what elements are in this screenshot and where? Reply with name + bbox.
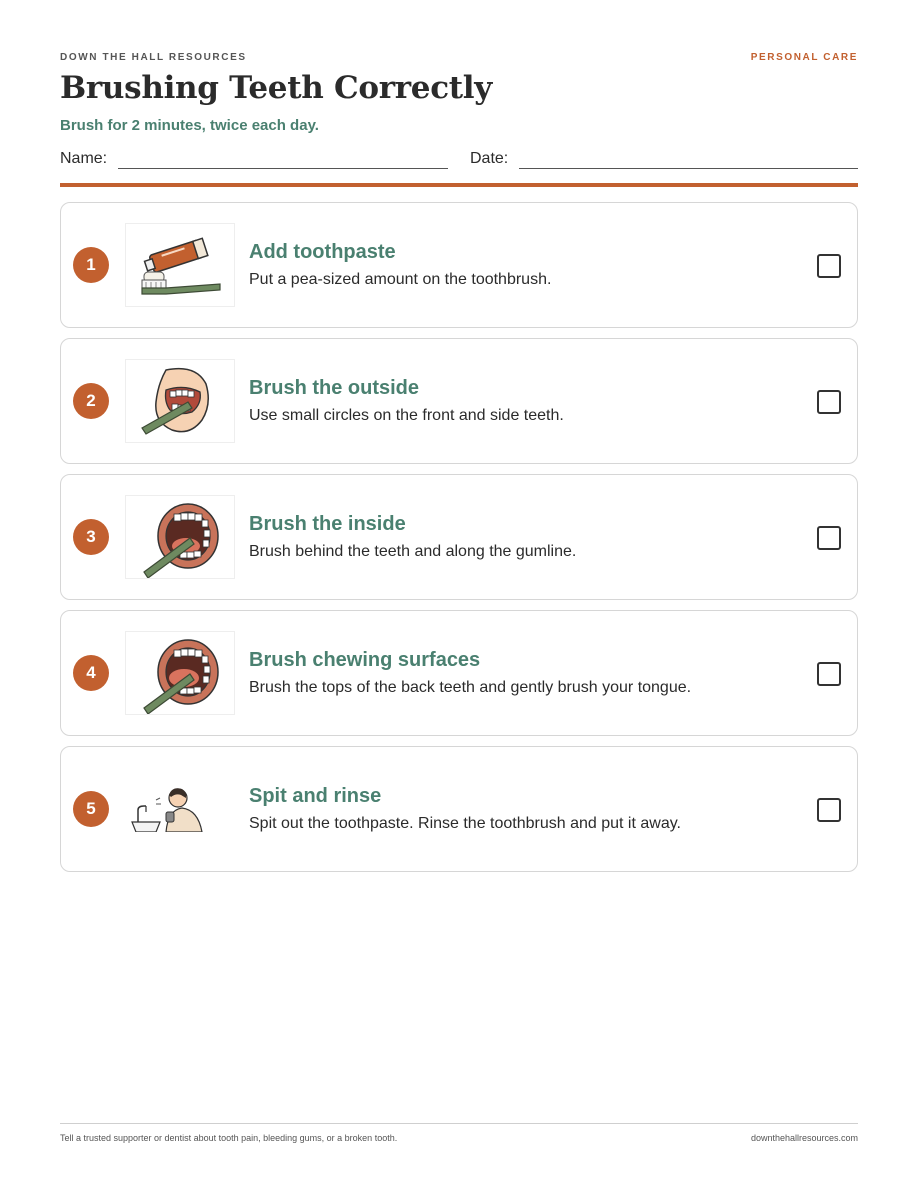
- brushing-outside-icon: [125, 359, 235, 443]
- name-label: Name:: [60, 150, 108, 167]
- step-checkbox[interactable]: [817, 254, 841, 278]
- toothpaste-icon: [125, 223, 235, 307]
- step-title: Brush chewing surfaces: [249, 649, 481, 671]
- step-card: [60, 610, 858, 736]
- step-checkbox[interactable]: [817, 662, 841, 686]
- footer-website: downthehallresources.com: [750, 1133, 858, 1143]
- step-title: Spit and rinse: [249, 785, 382, 807]
- footer-note: Tell a trusted supporter or dentist about tooth pain, bleeding gums, or a broken tooth.: [60, 1133, 398, 1143]
- date-label: Date:: [470, 150, 509, 167]
- step-checkbox[interactable]: [817, 798, 841, 822]
- page-title: Brushing Teeth Correctly: [60, 70, 492, 106]
- step-card: [60, 338, 858, 464]
- step-description: Put a pea-sized amount on the toothbrush.: [249, 271, 552, 288]
- step-card: [60, 474, 858, 600]
- name-date-fields: [60, 150, 858, 172]
- step-number-badge: 4: [73, 655, 109, 691]
- step-checkbox[interactable]: [817, 390, 841, 414]
- step-title: Add toothpaste: [249, 241, 396, 263]
- step-title: Brush the outside: [249, 377, 420, 399]
- category-label: PERSONAL CARE: [750, 52, 858, 63]
- step-number-badge: 5: [73, 791, 109, 827]
- spit-rinse-icon: [125, 785, 235, 833]
- step-number-badge: 3: [73, 519, 109, 555]
- brand-name: DOWN THE HALL RESOURCES: [60, 52, 247, 63]
- step-description: Spit out the toothpaste. Rinse the toothbrush and put it away.: [249, 815, 681, 832]
- brushing-chewing-icon: [125, 631, 235, 715]
- brushing-inside-icon: [125, 495, 235, 579]
- page-subtitle: Brush for 2 minutes, twice each day.: [60, 117, 319, 134]
- step-description: Brush behind the teeth and along the gumline.: [249, 543, 577, 560]
- step-number-badge: 2: [73, 383, 109, 419]
- step-checkbox[interactable]: [817, 526, 841, 550]
- step-title: Brush the inside: [249, 513, 406, 535]
- step-card: [60, 202, 858, 328]
- step-description: Use small circles on the front and side teeth.: [249, 407, 564, 424]
- name-line[interactable]: [118, 168, 448, 169]
- top-bar: [60, 52, 858, 66]
- footer-divider: [60, 1123, 858, 1124]
- step-card: [60, 746, 858, 872]
- step-number-badge: 1: [73, 247, 109, 283]
- step-description: Brush the tops of the back teeth and gently brush your tongue.: [249, 679, 692, 696]
- header-divider: [60, 183, 858, 187]
- date-line[interactable]: [519, 168, 858, 169]
